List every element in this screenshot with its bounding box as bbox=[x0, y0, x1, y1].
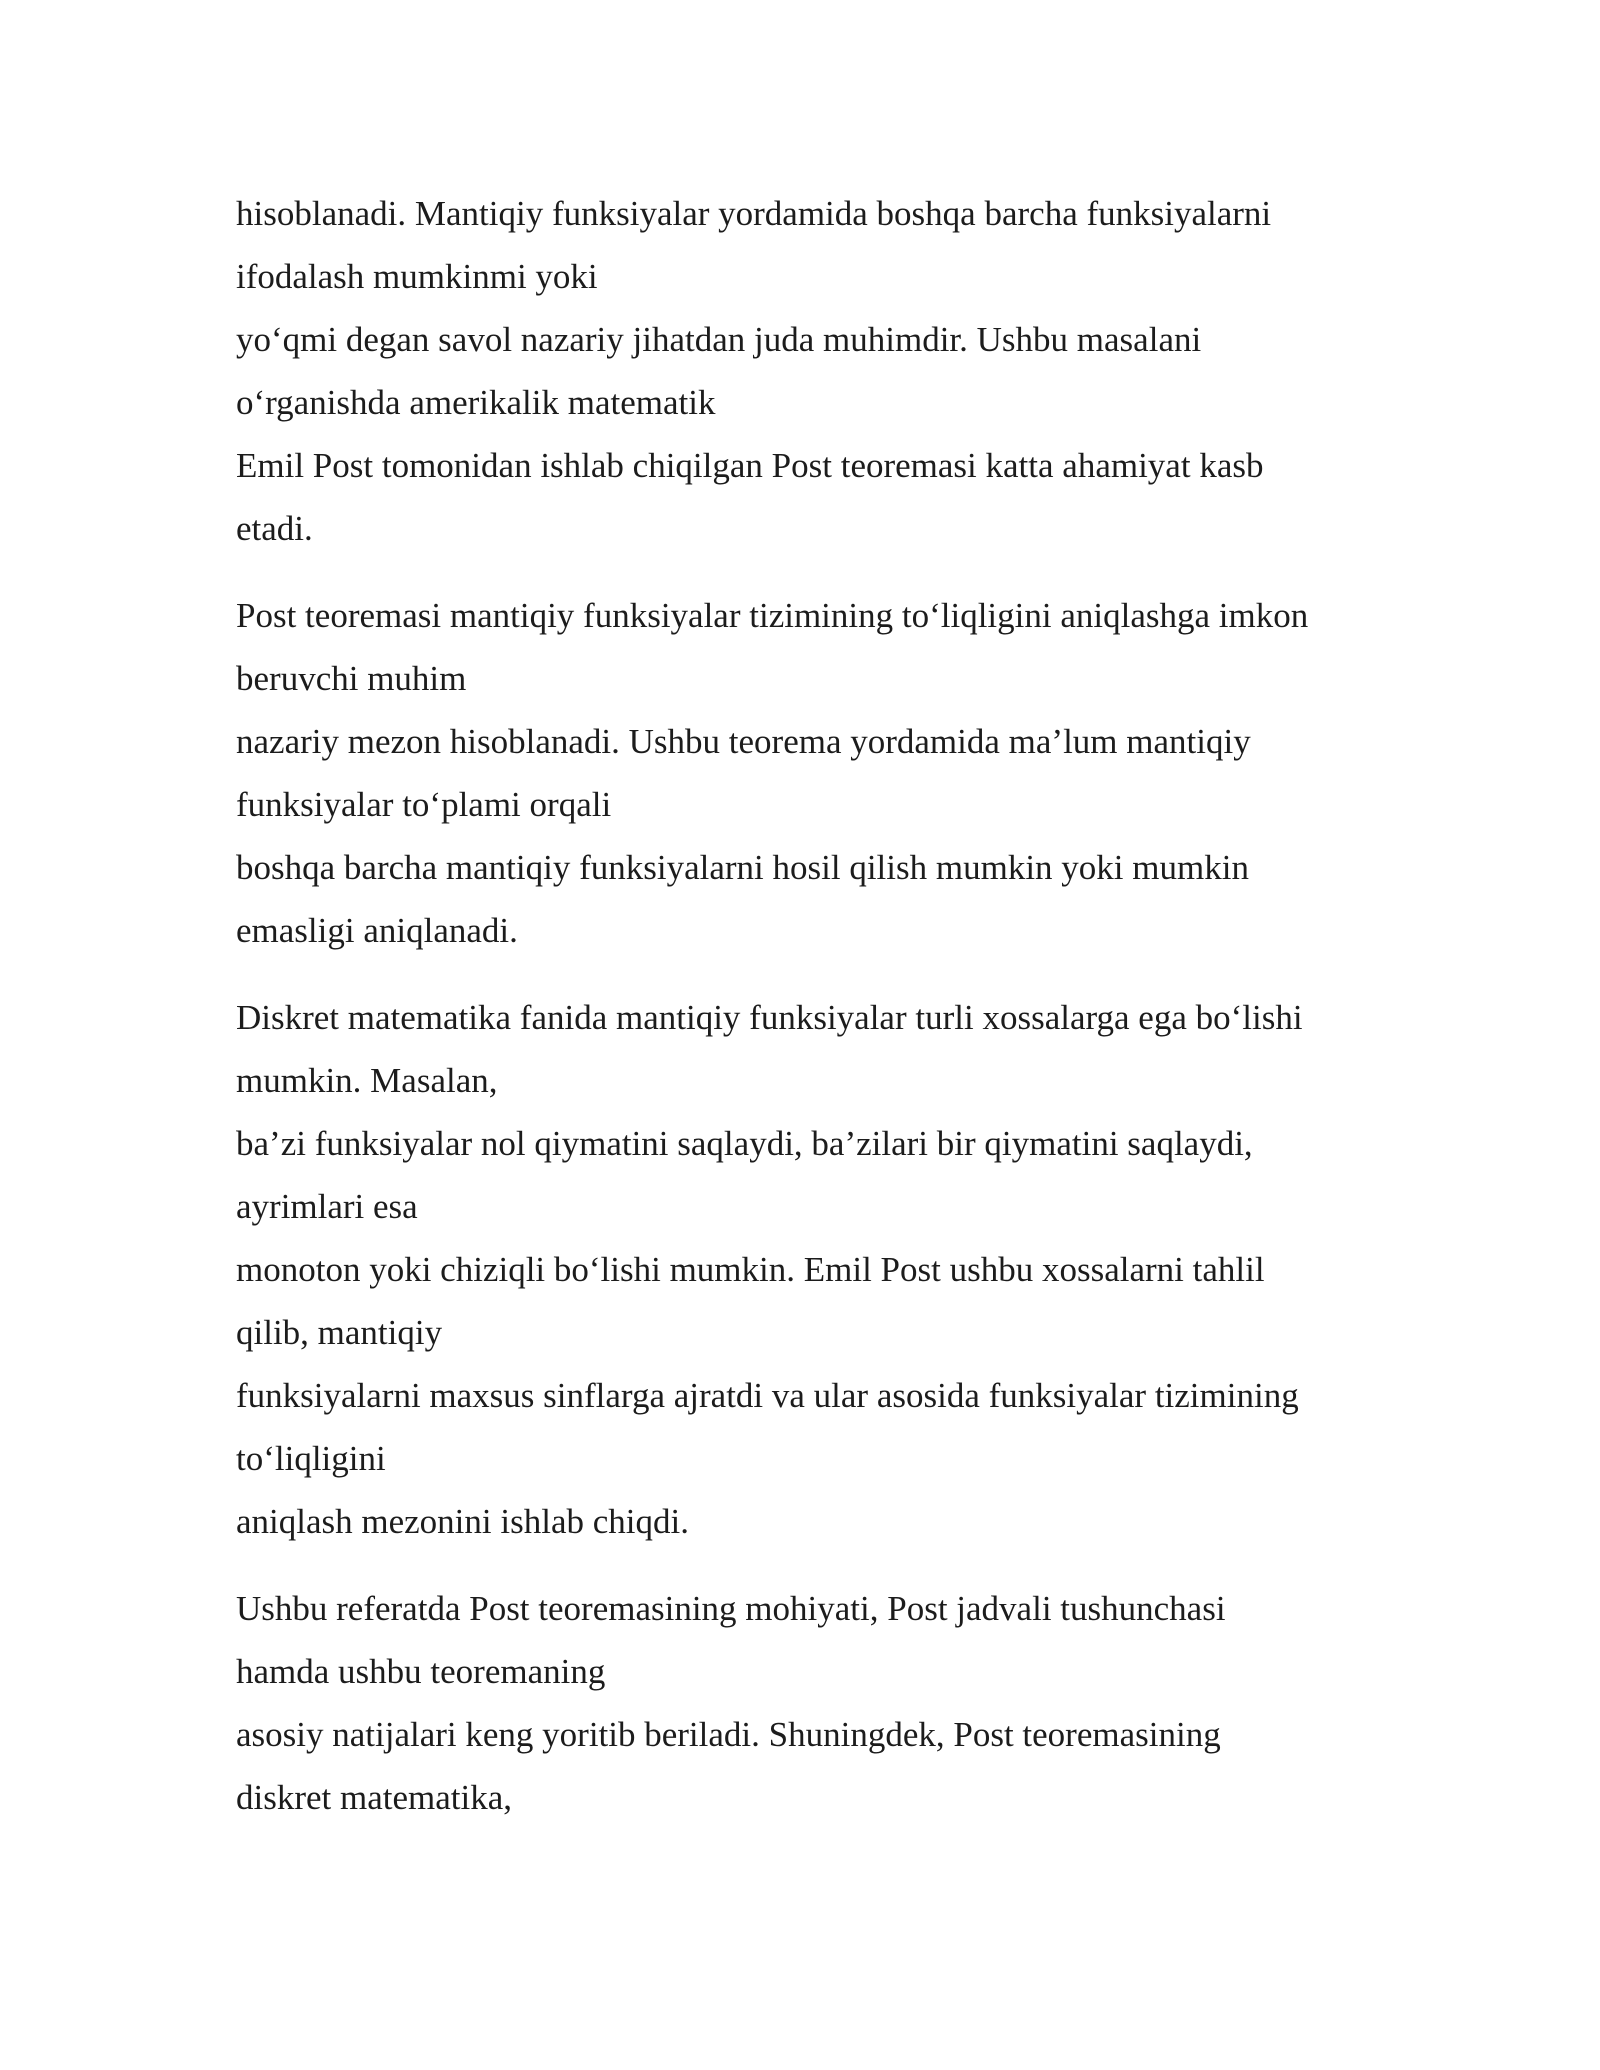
text-line: boshqa barcha mantiqiy funksiyalarni hosil qilish mumkin yoki mumkin bbox=[236, 848, 1249, 887]
text-line: diskret matematika, bbox=[236, 1778, 513, 1817]
text-line: asosiy natijalari keng yoritib beriladi. Shuningdek, Post teoremasining bbox=[236, 1715, 1221, 1754]
text-line: aniqlash mezonini ishlab chiqdi. bbox=[236, 1502, 689, 1541]
text-line: Diskret matematika fanida mantiqiy funksiyalar turli xossalarga ega bo‘lishi bbox=[236, 998, 1303, 1037]
text-line: emasligi aniqlanadi. bbox=[236, 911, 518, 950]
text-line: Emil Post tomonidan ishlab chiqilgan Post teoremasi katta ahamiyat kasb bbox=[236, 446, 1264, 485]
paragraph-4 bbox=[236, 1577, 1416, 1829]
text-line: etadi. bbox=[236, 509, 313, 548]
paragraph-3 bbox=[236, 986, 1416, 1553]
text-line: Post teoremasi mantiqiy funksiyalar tizimining to‘liqligini aniqlashga imkon bbox=[236, 596, 1309, 635]
text-line: ba’zi funksiyalar nol qiymatini saqlaydi, ba’zilari bir qiymatini saqlaydi, bbox=[236, 1124, 1253, 1163]
text-line: ayrimlari esa bbox=[236, 1187, 418, 1226]
text-line: monoton yoki chiziqli bo‘lishi mumkin. Emil Post ushbu xossalarni tahlil bbox=[236, 1250, 1265, 1289]
document-body bbox=[236, 182, 1416, 1853]
text-line: hamda ushbu teoremaning bbox=[236, 1652, 606, 1691]
text-line: beruvchi muhim bbox=[236, 659, 467, 698]
paragraph-1 bbox=[236, 182, 1416, 560]
text-line: to‘liqligini bbox=[236, 1439, 386, 1478]
text-line: hisoblanadi. Mantiqiy funksiyalar yordamida boshqa barcha funksiyalarni bbox=[236, 194, 1272, 233]
text-line: o‘rganishda amerikalik matematik bbox=[236, 383, 716, 422]
text-line: funksiyalarni maxsus sinflarga ajratdi va ular asosida funksiyalar tizimining bbox=[236, 1376, 1299, 1415]
text-line: yo‘qmi degan savol nazariy jihatdan juda muhimdir. Ushbu masalani bbox=[236, 320, 1202, 359]
text-line: qilib, mantiqiy bbox=[236, 1313, 443, 1352]
text-line: nazariy mezon hisoblanadi. Ushbu teorema yordamida ma’lum mantiqiy bbox=[236, 722, 1251, 761]
text-line: ifodalash mumkinmi yoki bbox=[236, 257, 598, 296]
text-line: mumkin. Masalan, bbox=[236, 1061, 498, 1100]
text-line: funksiyalar to‘plami orqali bbox=[236, 785, 612, 824]
text-line: Ushbu referatda Post teoremasining mohiyati, Post jadvali tushunchasi bbox=[236, 1589, 1226, 1628]
paragraph-2 bbox=[236, 584, 1416, 962]
